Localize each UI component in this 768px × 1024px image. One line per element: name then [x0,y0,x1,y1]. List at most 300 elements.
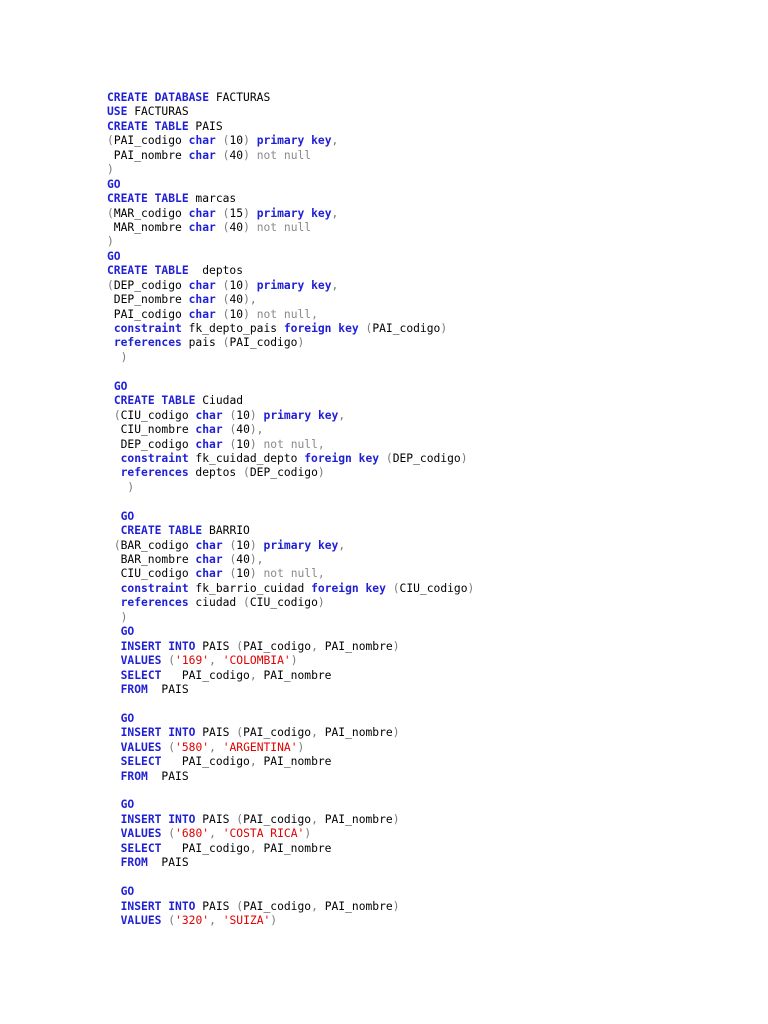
code-token-id: 10 [236,567,250,581]
code-token-id: 10 [236,538,250,552]
code-token-op: ( [222,278,230,292]
code-token-op: ( [365,322,373,335]
code-line [107,134,747,148]
code-line [107,611,747,625]
code-token-str: 'COLOMBIA' [222,654,291,668]
code-line [107,885,747,899]
code-token-op: ) [297,336,305,350]
code-token-op: ( [229,408,237,422]
code-token-kw: INSERT INTO [120,899,196,913]
code-line [107,712,747,726]
code-token-kw: CREATE TABLE [113,394,196,408]
code-token-id [107,712,121,725]
code-token-id [107,842,121,855]
code-token-op: , [331,206,339,220]
code-token-op: ) [392,726,400,740]
code-token-id [257,539,264,552]
code-line [107,726,747,740]
code-token-str: 'COSTA RICA' [222,827,305,841]
code-token-id [107,539,114,552]
code-line [107,221,747,235]
code-token-id [107,582,121,595]
code-token-kw: VALUES [120,913,162,927]
code-token-id: BAR_nombre [107,553,196,566]
code-token-id [359,322,366,335]
code-token-id [250,221,257,234]
code-token-id [216,741,223,754]
code-line [107,553,747,567]
code-token-kw: VALUES [120,827,162,841]
code-line [107,163,747,177]
code-line [107,149,747,163]
code-token-op: ) [317,466,325,480]
code-token-kw: constraint [120,451,189,465]
code-token-id [216,207,223,220]
code-token-op: ( [107,206,114,220]
code-token-kw: CREATE TABLE [107,192,189,206]
code-line [107,640,747,654]
code-token-op: ) [127,480,135,494]
code-token-kw: char [188,134,216,148]
code-token-id [107,741,121,754]
code-token-kw: GO [113,379,128,393]
code-token-id [107,510,121,523]
code-line [107,596,747,610]
code-token-id [107,524,121,537]
code-token-id: fk_barrio_cuidad [188,581,312,595]
code-token-id: DEP_codigo [107,437,196,451]
code-token-id [250,149,257,162]
code-token-kw: foreign key [304,451,380,465]
code-token-kw: GO [120,885,135,899]
code-token-op: ( [385,451,393,465]
code-token-op: ) [249,437,257,451]
code-token-id: PAI_codigo [161,668,250,682]
code-token-id: PAI_nombre [317,639,393,653]
code-token-id: ciudad [188,596,244,610]
code-token-op: ( [236,812,244,826]
code-token-id: deptos [188,264,244,278]
code-token-id: 10 [229,278,244,292]
code-token-id: PAI_codigo [161,755,250,769]
code-line [107,452,747,466]
code-token-gr: not null, [263,437,325,451]
code-token-op: ( [229,437,237,451]
code-token-kw: char [195,408,223,422]
code-token-id: DEP_codigo [392,451,461,465]
code-token-kw: char [188,206,216,220]
code-line [107,654,747,668]
code-token-id: PAI_nombre [317,726,393,740]
code-token-id [250,134,257,147]
code-line [107,409,747,423]
code-token-kw: references [120,596,189,610]
code-line [107,798,747,812]
code-token-kw: GO [120,625,135,639]
code-token-op: , [249,841,257,855]
code-token-op: ( [168,740,176,754]
code-token-id [107,625,121,638]
code-token-op: ( [229,538,237,552]
code-line [107,539,747,553]
code-line [107,813,747,827]
code-token-op: ) [243,307,250,321]
blank-line [107,365,747,379]
code-token-op: ) [243,206,250,220]
code-token-op: ( [236,899,244,913]
code-token-op: ) [107,235,114,249]
code-token-id: MAR_codigo [113,206,189,220]
code-token-id: MAR_nombre [107,220,189,234]
code-token-op: , [249,755,257,769]
code-token-str: '680' [175,827,210,841]
code-token-kw: GO [120,711,135,725]
code-token-id [107,669,121,682]
code-token-op: ) [249,538,257,552]
code-token-id: PAIS [147,682,189,696]
code-token-kw: primary key [256,278,332,292]
code-token-str: '320' [175,913,210,927]
code-token-kw: FROM [120,682,148,696]
code-token-op: , [311,726,318,740]
code-token-op: , [331,134,339,148]
code-token-kw: char [195,437,223,451]
code-token-kw: GO [120,798,135,812]
code-token-id [107,856,121,869]
code-token-op: , [338,408,346,422]
code-token-id: PAI_codigo [161,841,250,855]
code-token-id [107,640,121,653]
code-line [107,322,747,336]
code-line [107,524,747,538]
code-token-op: ) [290,654,298,668]
code-token-op: ) [243,278,250,292]
code-token-id [107,466,121,479]
code-token-id [107,726,121,739]
code-token-op: ) [460,451,468,465]
code-token-kw: references [120,466,189,480]
code-token-id [107,481,127,494]
code-token-id [216,654,223,667]
code-token-id: 15 [229,206,244,220]
code-token-kw: primary key [263,408,339,422]
code-token-id: PAI_codigo [229,336,298,350]
code-token-op: , [311,899,318,913]
code-token-op: ), [243,293,257,307]
code-token-id: 10 [229,134,244,148]
code-line [107,669,747,683]
code-token-kw: char [195,567,223,581]
code-token-op: ) [392,899,400,913]
code-token-op: ) [120,610,128,624]
code-line [107,914,747,928]
code-token-id [216,221,223,234]
code-line [107,827,747,841]
code-token-op: ( [222,220,230,234]
code-token-id: PAI_codigo [107,307,189,321]
code-token-gr: not null, [256,307,318,321]
code-token-op: ( [236,726,244,740]
code-line [107,755,747,769]
code-token-kw: USE [107,105,128,119]
code-token-id [379,452,386,465]
code-token-op: ( [222,148,230,162]
code-token-id: PAI_codigo [243,812,312,826]
code-token-op: ( [229,567,237,581]
code-token-op: , [311,639,318,653]
code-token-kw: char [188,220,216,234]
code-token-id: PAI_nombre [317,899,393,913]
code-token-op: ) [120,350,128,364]
code-token-kw: foreign key [311,581,386,595]
code-token-op: ) [467,581,475,595]
code-token-op: , [249,668,257,682]
code-token-op: ( [222,336,230,350]
code-token-kw: char [195,538,223,552]
code-token-op: , [331,278,339,292]
code-token-op: , [209,827,216,841]
code-token-kw: char [195,553,223,566]
code-line [107,567,747,581]
code-token-id [216,149,223,162]
code-token-op: , [209,740,216,754]
code-token-id [257,438,264,451]
blank-line [107,871,747,885]
code-token-id: fk_depto_pais [181,322,284,335]
code-line [107,105,747,119]
code-token-id: PAIS [195,639,237,653]
code-line [107,842,747,856]
code-line [107,481,747,495]
code-line [107,351,747,365]
code-token-op: , [209,654,216,668]
code-token-id: PAIS [147,769,189,783]
code-token-op: ( [229,423,237,437]
code-token-op: ) [249,567,257,581]
code-token-kw: VALUES [120,654,162,668]
code-token-id: Ciudad [195,394,244,408]
code-token-op: ( [168,913,176,927]
code-token-id: PAI_nombre [317,812,393,826]
code-token-kw: char [188,148,216,162]
code-token-id: CIU_codigo [107,567,196,581]
code-token-op: ) [243,220,250,234]
code-token-id [107,611,121,624]
code-token-op: ( [222,134,230,148]
code-token-kw: GO [120,509,135,523]
code-token-kw: VALUES [120,740,162,754]
code-token-id: PAI_codigo [243,899,312,913]
code-token-id [107,770,121,783]
code-token-id: FACTURAS [127,105,189,119]
code-token-op: ), [249,553,264,566]
code-token-kw: primary key [263,538,339,552]
code-token-id [250,207,257,220]
code-token-id: DEP_nombre [107,293,189,307]
code-token-id: 10 [229,307,244,321]
code-token-id: 10 [236,437,250,451]
code-token-str: '580' [175,740,210,754]
code-token-id [250,279,257,292]
code-token-id [216,308,223,321]
code-token-op: ( [243,596,250,610]
code-token-id [386,582,393,595]
code-token-op: ) [243,134,250,148]
code-token-op: ( [168,827,176,841]
code-line [107,207,747,221]
code-token-id [107,322,114,335]
code-token-id: 40 [229,148,244,162]
code-token-op: ) [440,322,448,335]
code-line [107,423,747,437]
code-line [107,308,747,322]
code-token-kw: primary key [256,134,332,148]
code-token-id [107,654,121,667]
code-token-gr: not null [256,220,312,234]
code-token-id [216,134,223,147]
code-token-id [107,900,121,913]
code-token-op: ( [168,654,176,668]
code-token-op: ) [392,639,400,653]
blank-line [107,495,747,509]
code-token-id [107,914,121,927]
code-line [107,91,747,105]
code-token-op: ( [222,206,230,220]
code-line [107,625,747,639]
code-token-op: ( [236,639,244,653]
code-line [107,336,747,350]
code-token-op: ), [249,423,264,437]
code-line [107,683,747,697]
code-token-id [107,409,114,422]
code-token-kw: foreign key [283,322,359,335]
code-token-id [107,336,114,349]
code-token-id: PAI_nombre [256,841,332,855]
code-token-id: pais [181,336,223,350]
code-token-id [257,409,264,422]
code-token-id [257,567,264,580]
code-token-kw: char [195,423,223,437]
code-token-op: ) [270,913,278,927]
code-token-id: DEP_codigo [249,466,318,480]
code-line [107,466,747,480]
code-line [107,741,747,755]
code-token-op: ( [107,278,114,292]
code-line [107,293,747,307]
code-token-op: ( [113,408,121,422]
blank-line [107,784,747,798]
code-token-op: ) [107,163,114,177]
code-token-id: PAIS [147,856,189,870]
code-token-id: PAI_nombre [256,755,332,769]
code-token-kw: SELECT [120,841,162,855]
code-token-kw: INSERT INTO [120,726,196,740]
code-token-op: ) [392,812,400,826]
code-token-id: 40 [236,553,250,566]
code-line [107,380,747,394]
code-token-id: CIU_codigo [399,581,468,595]
code-line [107,178,747,192]
code-token-str: 'SUIZA' [222,913,271,927]
code-token-id: PAIS [195,726,237,740]
code-token-id: CIU_codigo [249,596,318,610]
code-token-op: , [338,538,346,552]
code-token-str: 'ARGENTINA' [222,740,298,754]
code-token-id [107,755,121,768]
code-token-kw: FROM [120,856,148,870]
code-token-kw: CREATE TABLE [120,524,203,538]
code-token-id: DEP_codigo [113,278,189,292]
code-token-id [107,452,121,465]
code-token-kw: FROM [120,769,148,783]
code-token-op: , [311,812,318,826]
code-token-op: ( [107,134,114,148]
code-line [107,279,747,293]
code-token-id [216,827,223,840]
code-token-gr: not null, [263,567,325,581]
code-token-op: ) [249,408,257,422]
code-token-id [107,394,114,407]
code-token-id: FACTURAS [209,91,271,104]
code-line [107,394,747,408]
code-line [107,235,747,249]
code-line [107,510,747,524]
code-token-id [216,293,223,306]
code-token-id: PAI_nombre [107,148,189,162]
code-token-op: , [209,913,216,927]
code-token-kw: char [188,293,216,307]
code-line [107,438,747,452]
code-token-id: 40 [229,293,244,307]
code-token-id: PAIS [195,812,237,826]
code-line [107,264,747,278]
code-token-op: ( [243,466,250,480]
code-token-kw: CREATE DATABASE [107,91,210,104]
code-token-op: ( [222,293,230,307]
code-token-id [107,798,121,811]
code-token-op: ) [304,827,312,841]
code-token-id: CIU_nombre [107,423,196,437]
code-token-op: ( [222,307,230,321]
code-token-kw: SELECT [120,668,162,682]
code-token-kw: CREATE TABLE [107,119,189,133]
code-line [107,770,747,784]
code-token-id [107,813,121,826]
code-token-kw: references [113,336,182,350]
code-token-str: '169' [175,654,210,668]
code-token-id: marcas [188,192,237,206]
code-token-op: ) [297,740,305,754]
code-line [107,250,747,264]
code-token-op: ) [317,596,325,610]
code-token-id: 40 [236,423,250,437]
code-token-op: ) [243,148,250,162]
code-line [107,900,747,914]
code-token-kw: CREATE TABLE [107,264,189,278]
code-token-gr: not null [256,148,312,162]
code-token-id: BARRIO [202,524,250,538]
code-token-id [107,380,114,393]
code-token-id: PAIS [188,119,223,133]
code-line [107,582,747,596]
code-token-kw: primary key [256,206,332,220]
code-token-id: PAI_codigo [243,726,312,740]
code-token-kw: GO [107,249,121,263]
code-token-id: PAI_nombre [256,668,332,682]
code-token-id: PAI_codigo [372,322,441,335]
code-token-id: PAIS [195,899,237,913]
code-token-kw: SELECT [120,755,162,769]
